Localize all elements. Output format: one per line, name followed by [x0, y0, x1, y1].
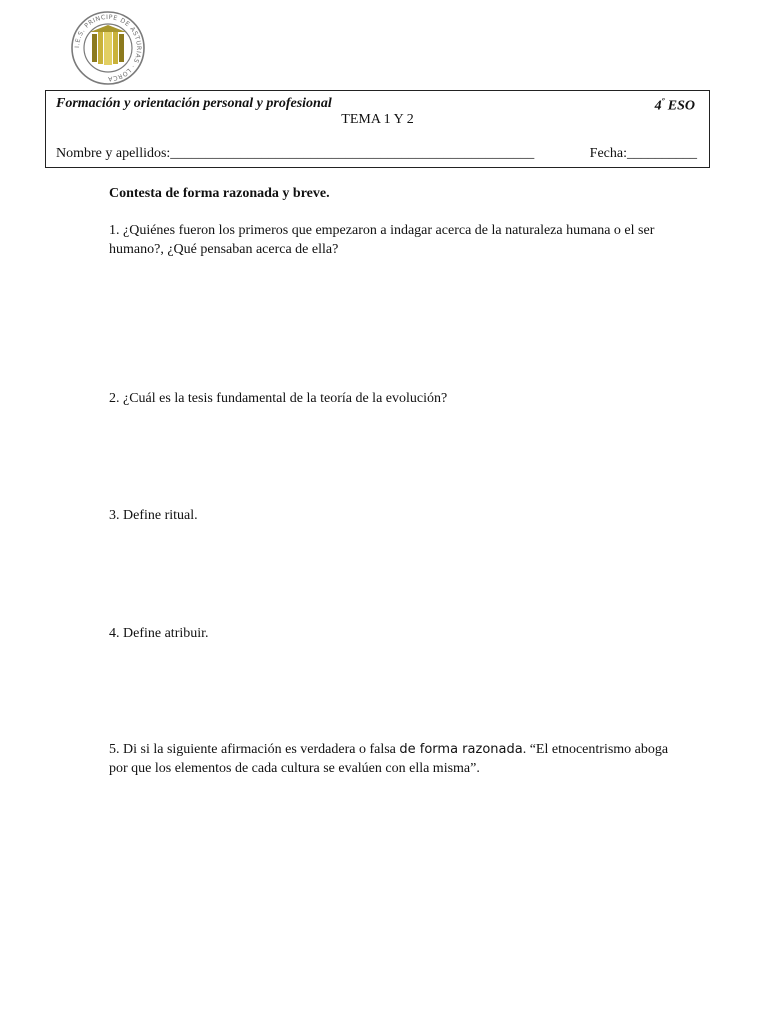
date-field[interactable]: Fecha:__________	[589, 146, 697, 161]
question-2: 2. ¿Cuál es la tesis fundamental de la teoría de la evolución?	[109, 391, 448, 406]
course-ordinal: º	[661, 96, 665, 106]
course-stage: ESO	[664, 98, 695, 114]
question-3: 3. Define ritual.	[109, 508, 198, 523]
subject-title: Formación y orientación personal y profesional	[56, 96, 332, 111]
question-5-text-start: 5. Di si la siguiente afirmación es verdadera o falsa	[109, 742, 400, 757]
question-4: 4. Define atribuir.	[109, 626, 209, 641]
question-5	[109, 740, 679, 778]
worksheet-header	[45, 90, 710, 168]
name-field[interactable]: Nombre y apellidos:____________________________________________________	[56, 146, 535, 161]
question-1: 1. ¿Quiénes fueron los primeros que empezaron a indagar acerca de la naturaleza humana o el ser humano?, ¿Qué pensaban acerca de ella?	[109, 223, 655, 257]
school-seal-icon	[70, 10, 146, 86]
course-number: 4	[654, 98, 662, 114]
school-seal-graphic	[70, 10, 146, 86]
seal-ring-text: I.E.S. PRINCIPE DE ASTURIAS · LORCA	[73, 13, 143, 83]
question-5-text-end: . “El etnocentrismo aboga por que los elementos de cada cultura se evalúen con ella misma”.	[109, 742, 669, 776]
topic-title: TEMA 1 Y 2	[341, 112, 414, 127]
instructions-heading: Contesta de forma razonada y breve.	[109, 186, 330, 201]
question-5-emphasis: de forma razonada	[399, 742, 523, 757]
